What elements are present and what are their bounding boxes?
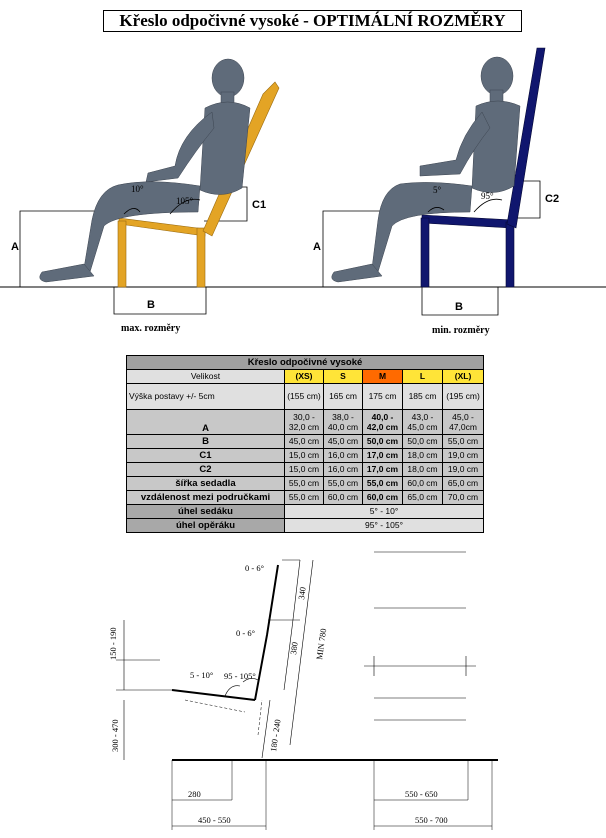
dim-550-650-label: 550 - 650 [405,789,438,799]
table-cell: 70,0 cm [443,491,484,505]
table-cell: 38,0 - 40,0 cm [324,410,363,435]
table-cell: 60,0 cm [363,491,403,505]
table-cell: 45,0 cm [285,435,324,449]
backrest-line [255,565,278,700]
dim-380-label: 380 [288,641,300,656]
table-header-row [127,370,484,384]
page-title: Křeslo odpočivné vysoké - OPTIMÁLNÍ ROZMĚRY [103,10,522,32]
table-cell: 19,0 cm [443,463,484,477]
table-cell: 17,0 cm [363,449,403,463]
table-cell: 19,0 cm [443,449,484,463]
table-cell: 55,0 cm [285,477,324,491]
table-row [127,505,484,519]
size-l: L [403,370,443,384]
size-s: S [324,370,363,384]
seat-angle-right: 5° [433,185,442,195]
dim-340-label: 340 [296,586,308,601]
angle-top-label: 0 - 6° [245,563,264,573]
caption-min: min. rozměry [432,325,490,336]
table-row [127,449,484,463]
angle-back-label: 95 - 105° [224,671,256,681]
table-cell: 65,0 cm [403,491,443,505]
dim-180-240-label: 180 - 240 [268,718,283,753]
table-row [127,435,484,449]
table-cell: 55,0 cm [363,477,403,491]
dim-300-470-label: 300 - 470 [110,719,120,752]
table-cell: 50,0 cm [363,435,403,449]
table-cell: (155 cm) [285,384,324,410]
table-cell: 175 cm [363,384,403,410]
row-label: B [127,435,285,449]
row-label: C2 [127,463,285,477]
label-a-left: A [11,241,19,253]
technical-drawing [116,552,498,830]
back-angle-value: 95° - 105° [285,519,484,533]
table-cell: 60,0 cm [403,477,443,491]
table-cell: 30,0 - 32,0 cm [285,410,324,435]
label-c1: C1 [252,199,267,211]
size-xs: (XS) [285,370,324,384]
person-left [40,59,250,282]
row-label: šířka sedadla [127,477,285,491]
seat-angle-value: 5° - 10° [285,505,484,519]
table-cell: 45,0 cm [324,435,363,449]
table-cell: 18,0 cm [403,463,443,477]
row-label: Výška postavy +/- 5cm [127,384,285,410]
table-row [127,463,484,477]
label-b-left: B [147,299,155,311]
row-label: vzdálenost mezi područkami [127,491,285,505]
caption-max: max. rozměry [121,323,181,334]
table-row [127,519,484,533]
size-xl: (XL) [443,370,484,384]
size-table [126,355,484,533]
dim-280-label: 280 [188,789,201,799]
dim-150-190-label: 150 - 190 [108,627,118,660]
table-row [127,410,484,435]
dim-min780-label: MIN 780 [314,627,329,661]
table-title: Křeslo odpočivné vysoké [127,356,484,370]
table-cell: (195 cm) [443,384,484,410]
angle-mid-label: 0 - 6° [236,628,255,638]
table-cell: 55,0 cm [285,491,324,505]
right-chair-figure [313,48,559,336]
dim-450-550-label: 450 - 550 [198,815,231,825]
row-label: C1 [127,449,285,463]
table-cell: 50,0 cm [403,435,443,449]
table-cell: 40,0 - 42,0 cm [363,410,403,435]
label-a-right: A [313,241,321,253]
table-row [127,477,484,491]
table-row [127,384,484,410]
header-label: Velikost [127,370,285,384]
row-label: A [127,410,285,435]
table-cell: 43,0 - 45,0 cm [403,410,443,435]
table-cell: 17,0 cm [363,463,403,477]
seat-line [172,690,255,700]
angle-seat-label: 5 - 10° [190,670,214,680]
table-cell: 18,0 cm [403,449,443,463]
row-label: úhel sedáku [127,505,285,519]
table-cell: 65,0 cm [443,477,484,491]
table-cell: 165 cm [324,384,363,410]
table-cell: 16,0 cm [324,449,363,463]
table-cell: 45,0 - 47,0cm [443,410,484,435]
size-m: M [363,370,403,384]
table-cell: 16,0 cm [324,463,363,477]
row-label: úhel opěráku [127,519,285,533]
dimension-b-box [114,287,206,314]
table-cell: 15,0 cm [285,463,324,477]
table-cell: 185 cm [403,384,443,410]
dim-550-700-label: 550 - 700 [415,815,448,825]
back-angle-left: 105° [176,196,194,206]
table-cell: 15,0 cm [285,449,324,463]
label-b-right: B [455,301,463,313]
seat-angle-left: 10° [131,184,144,194]
table-cell: 60,0 cm [324,491,363,505]
table-row [127,491,484,505]
back-angle-right: 95° [481,191,494,201]
table-cell: 55,0 cm [324,477,363,491]
table-cell: 55,0 cm [443,435,484,449]
label-c2: C2 [545,193,560,205]
